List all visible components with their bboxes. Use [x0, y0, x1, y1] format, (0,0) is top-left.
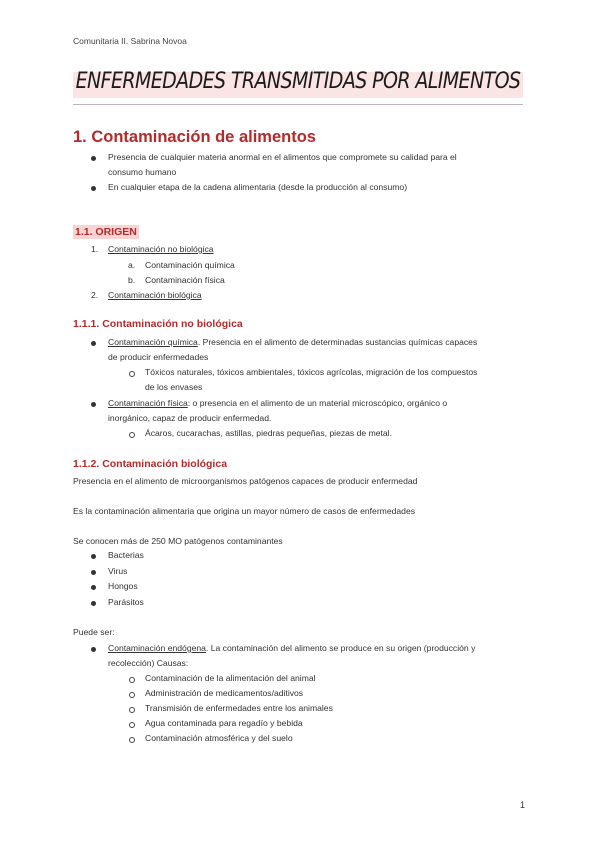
- section-heading-biologica: 1.1.2. Contaminación biológica: [73, 458, 228, 470]
- bullet-dot: [91, 585, 96, 590]
- paragraph: Es la contaminación alimentaria que origina un mayor número de casos de enfermedades: [73, 506, 416, 516]
- list-item: Bacterias: [108, 550, 144, 560]
- sub-bullet-circle: [129, 677, 135, 683]
- section-heading-origen: 1.1. ORIGEN: [75, 226, 137, 238]
- sub-bullet-circle: [129, 737, 135, 743]
- term-fisica: Contaminación física: [108, 398, 188, 408]
- bullet-dot: [91, 186, 96, 191]
- list-item: Parásitos: [108, 597, 144, 607]
- bullet-text: [108, 398, 447, 408]
- sub-bullet-circle: [129, 707, 135, 713]
- list-item-label: Contaminación química: [145, 260, 235, 270]
- section-heading-no-biologica: 1.1.1. Contaminación no biológica: [73, 318, 243, 330]
- bullet-text-continuation: consumo humano: [108, 167, 177, 177]
- bullet-dot: [91, 402, 96, 407]
- bullet-text-continuation: de producir enfermedades: [108, 352, 209, 362]
- sub-bullet-text: Contaminación de la alimentación del animal: [145, 673, 316, 683]
- bullet-dot: [91, 156, 96, 161]
- page-number: 1: [520, 800, 526, 810]
- bullet-text: [108, 337, 477, 347]
- list-item-label: Contaminación biológica: [108, 290, 202, 300]
- list-item: Virus: [108, 566, 128, 576]
- section-heading-contaminacion: 1. Contaminación de alimentos: [73, 128, 316, 146]
- paragraph: Se conocen más de 250 MO patógenos contaminantes: [73, 536, 283, 546]
- header-note: Comunitaria II. Sabrina Novoa: [73, 36, 187, 46]
- sub-bullet-text: Tóxicos naturales, tóxicos ambientales, tóxicos agrícolas, migración de los compuestos: [145, 367, 478, 377]
- bullet-text-continuation: inorgánico, capaz de producir enfermedad.: [108, 413, 272, 423]
- term-endogena-desc: . La contaminación del alimento se produce en su origen (producción y: [205, 643, 476, 653]
- bullet-text-continuation: recolección) Causas:: [108, 658, 189, 668]
- sub-bullet-text: Agua contaminada para regadío y bebida: [145, 718, 303, 728]
- bullet-text: Presencia de cualquier materia anormal en el alimentos que compromete su calidad para el: [108, 152, 457, 162]
- term-endogena: Contaminación endógena: [108, 643, 206, 653]
- sub-bullet-circle: [129, 432, 135, 438]
- sub-bullet-circle: [129, 371, 135, 377]
- list-number: 1.: [91, 244, 99, 254]
- sub-bullet-text-continuation: de los envases: [145, 382, 203, 392]
- list-item-label: Contaminación no biológica: [108, 244, 214, 254]
- bullet-dot: [91, 554, 96, 559]
- paragraph: Presencia en el alimento de microorganismos patógenos capaces de producir enfermedad: [73, 476, 418, 486]
- term-quimica-desc: . Presencia en el alimento de determinadas sustancias químicas capaces: [197, 337, 478, 347]
- paragraph: Puede ser:: [73, 627, 115, 637]
- list-item: Hongos: [108, 581, 138, 591]
- sub-bullet-text: Administración de medicamentos/aditivos: [145, 688, 304, 698]
- bullet-dot: [91, 341, 96, 346]
- title-divider: [73, 104, 523, 105]
- bullet-dot: [91, 647, 96, 652]
- list-letter: a.: [128, 260, 136, 270]
- sub-bullet-circle: [129, 692, 135, 698]
- list-number: 2.: [91, 290, 99, 300]
- sub-bullet-text: Transmisión de enfermedades entre los animales: [145, 703, 333, 713]
- bullet-text: En cualquier etapa de la cadena alimentaria (desde la producción al consumo): [108, 182, 408, 192]
- bullet-text: [108, 643, 475, 653]
- sub-bullet-text: Contaminación atmosférica y del suelo: [145, 733, 293, 743]
- term-quimica: Contaminación química: [108, 337, 198, 347]
- page-title: ENFERMEDADES TRANSMITIDAS POR ALIMENTOS: [75, 68, 521, 94]
- sub-bullet-text: Ácaros, cucarachas, astillas, piedras pequeñas, piezas de metal.: [145, 428, 392, 438]
- list-item-label: Contaminación física: [145, 275, 225, 285]
- bullet-dot: [91, 570, 96, 575]
- term-fisica-desc: : o presencia en el alimento de un material microscópico, orgánico o: [187, 398, 448, 408]
- list-letter: b.: [128, 275, 136, 285]
- sub-bullet-circle: [129, 722, 135, 728]
- bullet-dot: [91, 601, 96, 606]
